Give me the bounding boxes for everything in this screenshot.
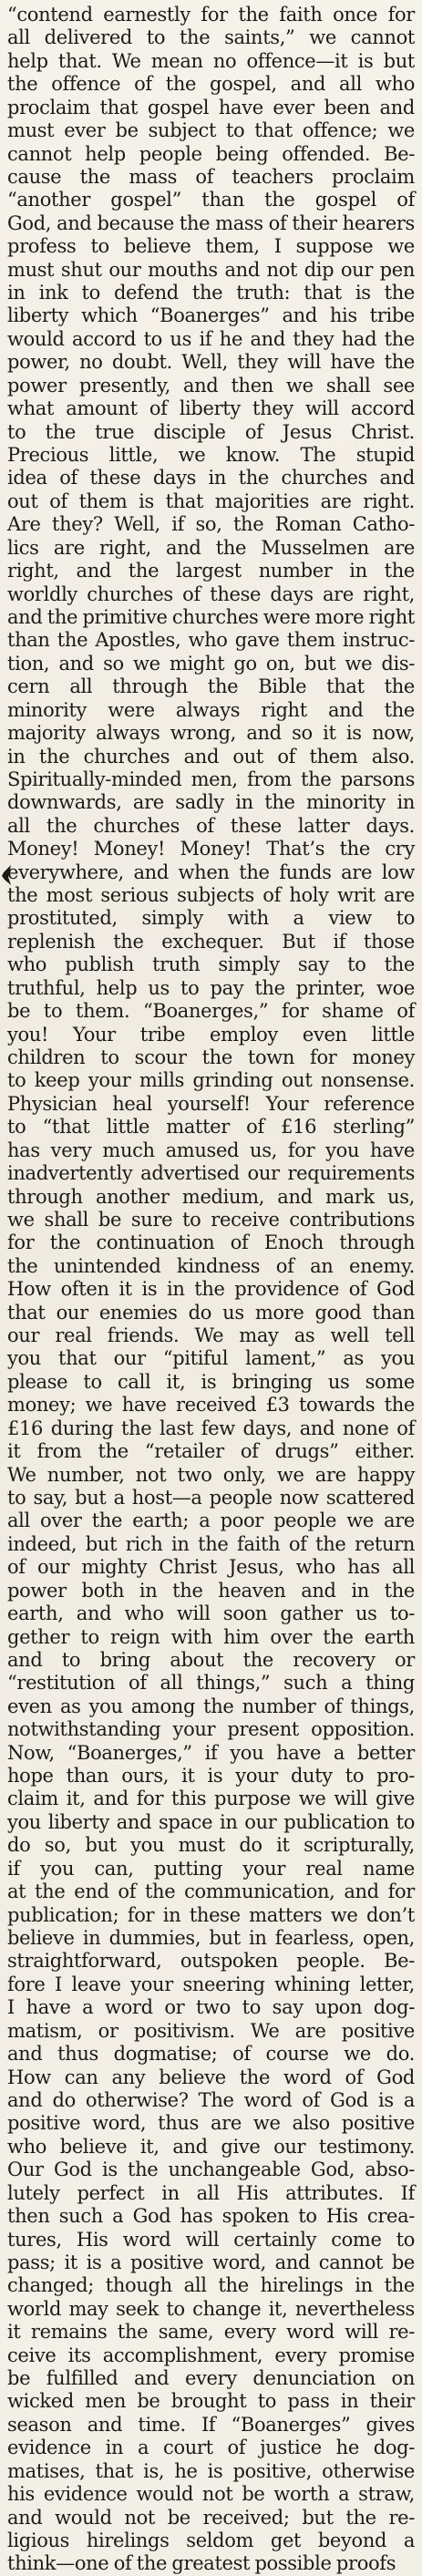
text-line: profess to believe them, I suppose we [7,235,415,258]
text-line: gether to reign with him over the earth [7,1625,415,1648]
text-line: do so, but you must do it scripturally, [7,1834,415,1857]
text-line: you liberty and space in our publication to [7,1810,415,1833]
text-line: our real friends. We may as well tell [7,1324,415,1347]
text-line: majority always wrong, and so it is now, [7,722,415,745]
text-line: all delivered to the saints,” we cannot [7,26,415,49]
text-line: think—one of the greatest possible proofs [7,2552,396,2575]
text-line: minority were always right and the [7,698,415,721]
text-line: Spiritually-minded men, from the parsons [7,768,415,790]
text-line: lutely perfect in all His attributes. If [7,2181,415,2204]
text-line: “restitution of all things,” such a thing [7,1672,415,1695]
text-line: proclaim that gospel have ever been and [7,96,415,118]
text-line: wicked men be brought to pass in their [7,2390,415,2413]
article-column [7,4,415,2575]
text-line: right, and the largest number in the [7,560,415,582]
text-line: would accord to us if he and they had the [7,327,415,350]
text-line: even as you among the number of things, [7,1695,415,1717]
text-line: help that. We mean no offence—it is but [7,49,415,72]
text-line: and do otherwise? The word of God is a [7,2088,415,2111]
text-line: Are they? Well, if so, the Roman Catho- [7,513,415,536]
text-line: the offence of the gospel, and all who [7,73,415,96]
text-line: Our God is the unchangeable God, abso- [7,2159,415,2181]
text-line: “contend earnestly for the faith once for [7,4,415,26]
text-line: children to scour the town for money [7,1046,415,1068]
text-line: power, no doubt. Well, they will have the [7,351,415,374]
text-line: we shall be sure to receive contributions [7,1208,415,1231]
text-line: at the end of the communication, and for [7,1880,415,1903]
text-line: out of them is that majorities are right. [7,489,415,512]
text-line: Now, “Boanerges,” if you have a better [7,1741,415,1764]
text-line: his evidence would not be worth a straw, [7,2483,415,2506]
text-line: pass; it is a positive word, and cannot be [7,2251,415,2273]
text-line: cause the mass of teachers proclaim [7,165,415,188]
text-line: £16 during the last few days, and none of [7,1417,415,1439]
text-line: the most serious subjects of holy writ are [7,884,415,907]
text-line: all over the earth; a poor people we are [7,1510,415,1532]
text-line: power both in the heaven and in the [7,1579,415,1602]
text-line: and to bring about the recovery or [7,1648,415,1671]
text-line: please to call it, is bringing us some [7,1370,415,1393]
text-line: evidence in a court of justice he dog- [7,2437,415,2459]
text-line: for the continuation of Enoch through [7,1231,415,1254]
text-line: must ever be subject to that offence; we [7,119,415,142]
text-line: inadvertently advertised our requirements [7,1162,415,1185]
text-line: positive word, thus are we also positive [7,2112,415,2135]
text-line: power presently, and then we shall see [7,374,415,397]
text-line: you! Your tribe employ even little [7,1023,415,1046]
text-line: then such a God has spoken to His crea- [7,2205,415,2228]
text-line: publication; for in these matters we don’t [7,1903,415,1926]
text-line: cannot help people being offended. Be- [7,142,415,165]
text-line: Physician heal yourself! Your reference [7,1092,415,1115]
text-line: who publish truth simply say to the [7,953,415,976]
text-line: to the true disciple of Jesus Christ. [7,420,415,443]
text-line: you that our “pitiful lament,” as you [7,1347,415,1370]
text-line: worldly churches of these days are right, [7,582,415,605]
text-line: through another medium, and mark us, [7,1185,415,1208]
text-line: that our enemies do us more good than [7,1301,415,1324]
text-line: believe in dummies, but in fearless, open, [7,1927,415,1950]
text-line: and thus dogmatise; of course we do. [7,2043,415,2066]
text-line: fore I leave your sneering whining letter, [7,1973,415,1995]
text-line: notwithstanding your present opposition. [7,1718,415,1741]
text-line: it remains the same, every word will re- [7,2321,415,2344]
text-line: tures, His word will certainly come to [7,2228,415,2251]
text-line: it from the “retailer of drugs” either. [7,1440,415,1463]
text-line: matises, that is, he is positive, otherwise [7,2459,415,2482]
text-line: in ink to defend the truth: that is the [7,282,415,304]
text-line: all the churches of these latter days. [7,814,415,837]
text-line: indeed, but rich in the faith of the return [7,1532,415,1555]
text-line: hope than ours, it is your duty to pro- [7,1765,415,1788]
text-line: to say, but a host—a people now scattered [7,1487,415,1509]
text-line: “another gospel” than the gospel of [7,189,415,211]
text-line: ceive its accomplishment, every promise [7,2344,415,2366]
text-line: straightforward, outspoken people. Be- [7,1950,415,1973]
text-line: must shut our mouths and not dip our pen [7,258,415,281]
text-line: Money! Money! Money! That’s the cry [7,838,415,860]
text-line: claim it, and for this purpose we will give [7,1788,415,1810]
text-line: to keep your mills grinding out nonsense. [7,1069,415,1092]
text-line: be to them. “Boanerges,” for shame of [7,1000,415,1023]
text-line: season and time. If “Boanerges” gives [7,2413,415,2436]
text-line: who believe it, and give our testimony. [7,2135,415,2158]
text-line: money; we have received £3 towards the [7,1394,415,1417]
text-line: idea of these days in the churches and [7,467,415,489]
text-line: the unintended kindness of an enemy. [7,1254,415,1277]
text-line: How often it is in the providence of God [7,1278,415,1301]
text-line: and the primitive churches were more right [7,605,415,628]
text-line: cern all through the Bible that the [7,675,415,698]
text-line: tion, and so we might go on, but we dis- [7,652,415,675]
text-line: replenish the exchequer. But if those [7,930,415,953]
text-line: has very much amused us, for you have [7,1139,415,1161]
text-line: liberty which “Boanerges” and his tribe [7,304,415,327]
text-line: Precious little, we know. The stupid [7,444,415,467]
text-line: truthful, help us to pay the printer, woe [7,976,415,999]
text-line: in the churches and out of them also. [7,745,415,768]
text-line: ligious hirelings seldom get beyond a [7,2529,415,2551]
text-line: How can any believe the word of God [7,2066,415,2088]
text-line: what amount of liberty they will accord [7,397,415,420]
text-line: matism, or positivism. We are positive [7,2019,415,2042]
text-line: earth, and who will soon gather us to- [7,1602,415,1625]
text-line: changed; though all the hirelings in the [7,2274,415,2297]
text-line: to “that little matter of £16 sterling” [7,1116,415,1139]
text-line: I have a word or two to say upon dog- [7,1996,415,2019]
text-line: We number, not two only, we are happy [7,1463,415,1486]
text-line: prostituted, simply with a view to [7,907,415,930]
text-line: everywhere, and when the funds are low [7,860,415,883]
text-line: lics are right, and the Musselmen are [7,536,415,559]
text-line: world may seek to change it, nevertheless [7,2297,415,2320]
text-line: God, and because the mass of their hearers [7,211,415,234]
text-line: be fulfilled and every denunciation on [7,2367,415,2390]
text-line: of our mighty Christ Jesus, who has all [7,1556,415,1579]
text-line: and would not be received; but the re- [7,2506,415,2529]
text-line: than the Apostles, who gave them instruc- [7,629,415,652]
text-line: if you can, putting your real name [7,1857,415,1880]
text-line: downwards, are sadly in the minority in [7,791,415,814]
